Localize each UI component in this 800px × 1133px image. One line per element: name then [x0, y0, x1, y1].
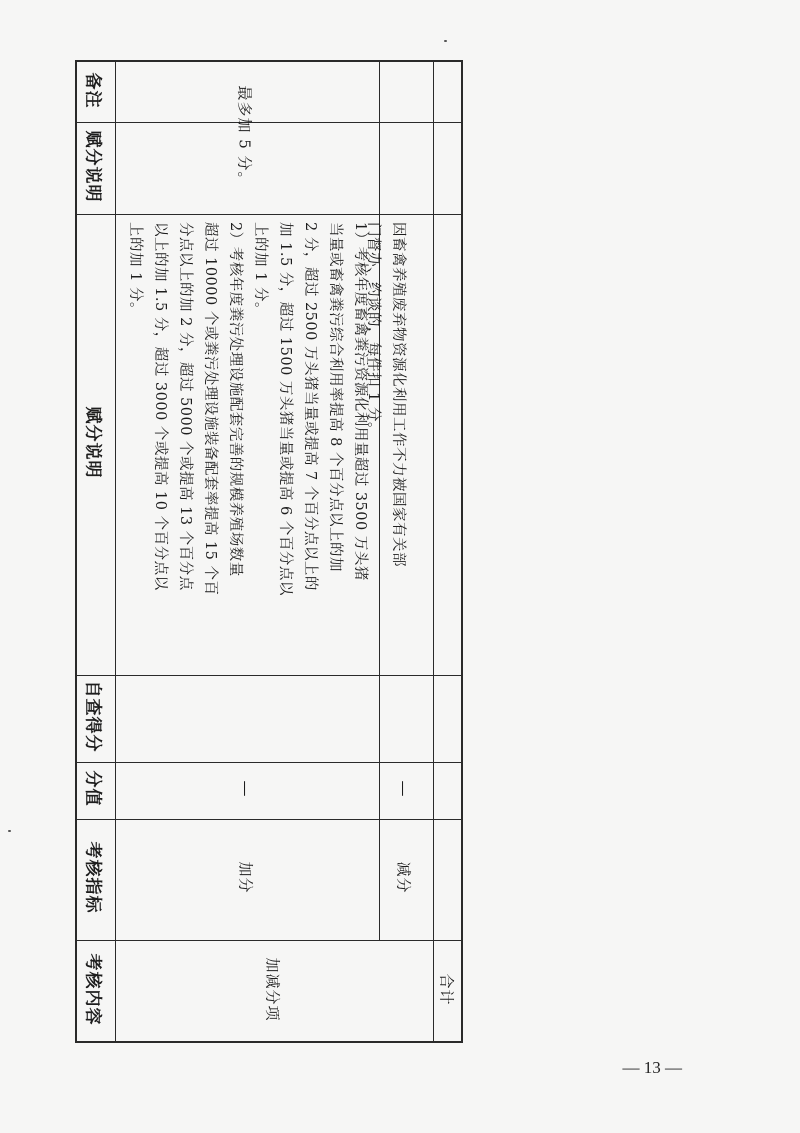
header-note: 备注 — [82, 72, 103, 108]
row-divider — [433, 62, 434, 1041]
row2-desc: 因畜禽养殖废弃物资源化利用工作不力被国家有关部 门督办、约谈的，每件扣 1 分。 — [365, 222, 406, 567]
header-indicator: 考核指标 — [82, 841, 103, 914]
header-content: 考核内容 — [82, 953, 103, 1026]
row1-indicator: 加分 — [236, 861, 255, 894]
header-self-score: 自查得分 — [82, 680, 103, 753]
row1-score: — — [236, 780, 256, 797]
scan-speck — [444, 40, 447, 42]
section-label: 加减分项 — [263, 957, 282, 1022]
header-score: 分值 — [82, 770, 103, 807]
col-divider — [77, 214, 461, 215]
header-desc-wide: 赋分说明 — [82, 406, 103, 479]
total-label: 合计 — [437, 973, 456, 1006]
row1-note: 最多加 5 分。 — [235, 84, 254, 188]
row1-desc: 1）考核年度畜禽粪污资源化利用量超过 3500 万头猪 当量或畜禽粪污综合利用率提高 8 个百分点以上的加 2 分，超过 2500 万头猪当量或提高 7 个百分点以上的 加 1.5 分，超过 1500 万头猪当量或提高 6 个百分点以 上的加 1 分。 2）考核年度粪污处理设施配套完善的规模养殖场数量 超过 10000 个或粪污处理设施装备配套率提高 15 个百 分点以上的加 2 分，超过 5000 个或提高 13 个百分点 以上的加 1.5 分，超过 3000 个或提高 10 个百分点以 上的加 1 分。 — [127, 222, 368, 596]
row2-score: — — [394, 780, 414, 797]
header-desc: 赋分说明 — [82, 130, 103, 202]
col-divider — [77, 675, 461, 676]
row2-indicator: 减分 — [394, 861, 413, 894]
scan-speck — [8, 830, 11, 832]
page-number: — 13 — — [622, 1058, 682, 1077]
